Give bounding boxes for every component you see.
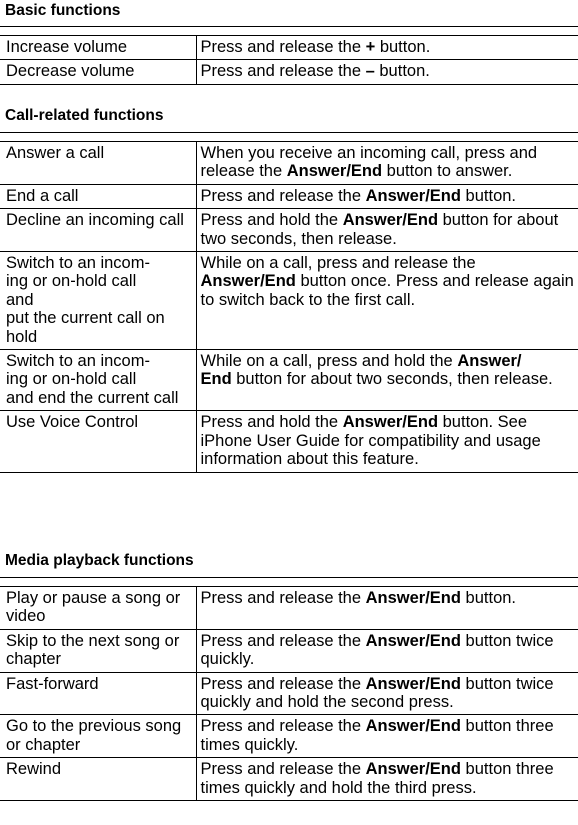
section-rule xyxy=(0,26,578,27)
action-cell: Go to the previous song or chapter xyxy=(0,715,196,758)
action-cell: Decline an incoming call xyxy=(0,209,196,252)
description-cell: Press and release the Answer/End button twice quickly. xyxy=(196,629,578,672)
table-row xyxy=(0,758,578,801)
description-cell: Press and hold the Answer/End button. See iPhone User Guide for compatibility and usage information about this feature. xyxy=(196,411,578,472)
table-row xyxy=(0,629,578,672)
description-cell: While on a call, press and hold the Answer/ End button for about two seconds, then release. xyxy=(196,350,578,411)
action-cell: Increase volume xyxy=(0,36,196,60)
table-row xyxy=(0,184,578,208)
description-cell: Press and release the Answer/End button three times quickly and hold the third press. xyxy=(196,758,578,801)
table-row xyxy=(0,672,578,715)
basic-functions-table xyxy=(0,35,578,85)
description-cell: When you receive an incoming call, press and release the Answer/End button to answer. xyxy=(196,142,578,185)
bold-button-name: Answer/End xyxy=(286,162,383,181)
description-cell: Press and release the Answer/End button. xyxy=(196,184,578,208)
description-cell: Press and release the Answer/End button. xyxy=(196,587,578,630)
bold-button-name: Answer/End xyxy=(200,272,296,291)
action-cell: Play or pause a song or video xyxy=(0,587,196,630)
description-cell: Press and release the – button. xyxy=(196,60,578,84)
action-cell: Answer a call xyxy=(0,142,196,185)
table-row xyxy=(0,209,578,252)
action-cell: End a call xyxy=(0,184,196,208)
table-row xyxy=(0,142,578,185)
bold-button-name: Answer/End xyxy=(365,631,461,650)
call-related-functions-table xyxy=(0,141,578,473)
section-rule xyxy=(0,577,578,578)
description-cell: Press and hold the Answer/End button for about two seconds, then release. xyxy=(196,209,578,252)
action-cell: Use Voice Control xyxy=(0,411,196,472)
section-rule xyxy=(0,132,578,133)
bold-button-name: + xyxy=(365,38,376,56)
table-row xyxy=(0,60,578,84)
table-row xyxy=(0,350,578,411)
action-cell: Switch to an incom- ing or on-hold call and put the current call on hold xyxy=(0,252,196,350)
bold-button-name: Answer/End xyxy=(365,674,461,693)
bold-button-name: Answer/End xyxy=(365,186,461,205)
bold-button-name: Answer/End xyxy=(342,211,439,230)
bold-button-name: Answer/End xyxy=(365,589,461,607)
media-playback-functions-table xyxy=(0,586,578,801)
table-row xyxy=(0,36,578,60)
action-cell: Skip to the next song or chapter xyxy=(0,629,196,672)
action-cell: Switch to an incom- ing or on-hold call and end the current call xyxy=(0,350,196,411)
bold-button-name: Answer/ End xyxy=(200,352,522,389)
section-heading-media-playback: Media playback functions xyxy=(5,552,194,569)
section-heading-call-related: Call-related functions xyxy=(5,107,164,124)
description-cell: Press and release the Answer/End button twice quickly and hold the second press. xyxy=(196,672,578,715)
bold-button-name: Answer/End xyxy=(365,717,461,736)
bold-button-name: Answer/End xyxy=(342,413,439,432)
section-heading-basic: Basic functions xyxy=(5,2,121,19)
description-cell: While on a call, press and release the Answer/End button once. Press and release again to switch back to the first call. xyxy=(196,252,578,350)
table-row xyxy=(0,587,578,630)
description-cell: Press and release the + button. xyxy=(196,36,578,60)
action-cell: Fast-forward xyxy=(0,672,196,715)
bold-button-name: Answer/End xyxy=(365,760,461,779)
table-row xyxy=(0,252,578,350)
table-row xyxy=(0,715,578,758)
action-cell: Decrease volume xyxy=(0,60,196,84)
description-cell: Press and release the Answer/End button three times quickly. xyxy=(196,715,578,758)
table-row xyxy=(0,411,578,472)
action-cell: Rewind xyxy=(0,758,196,801)
bold-button-name: – xyxy=(365,62,375,81)
